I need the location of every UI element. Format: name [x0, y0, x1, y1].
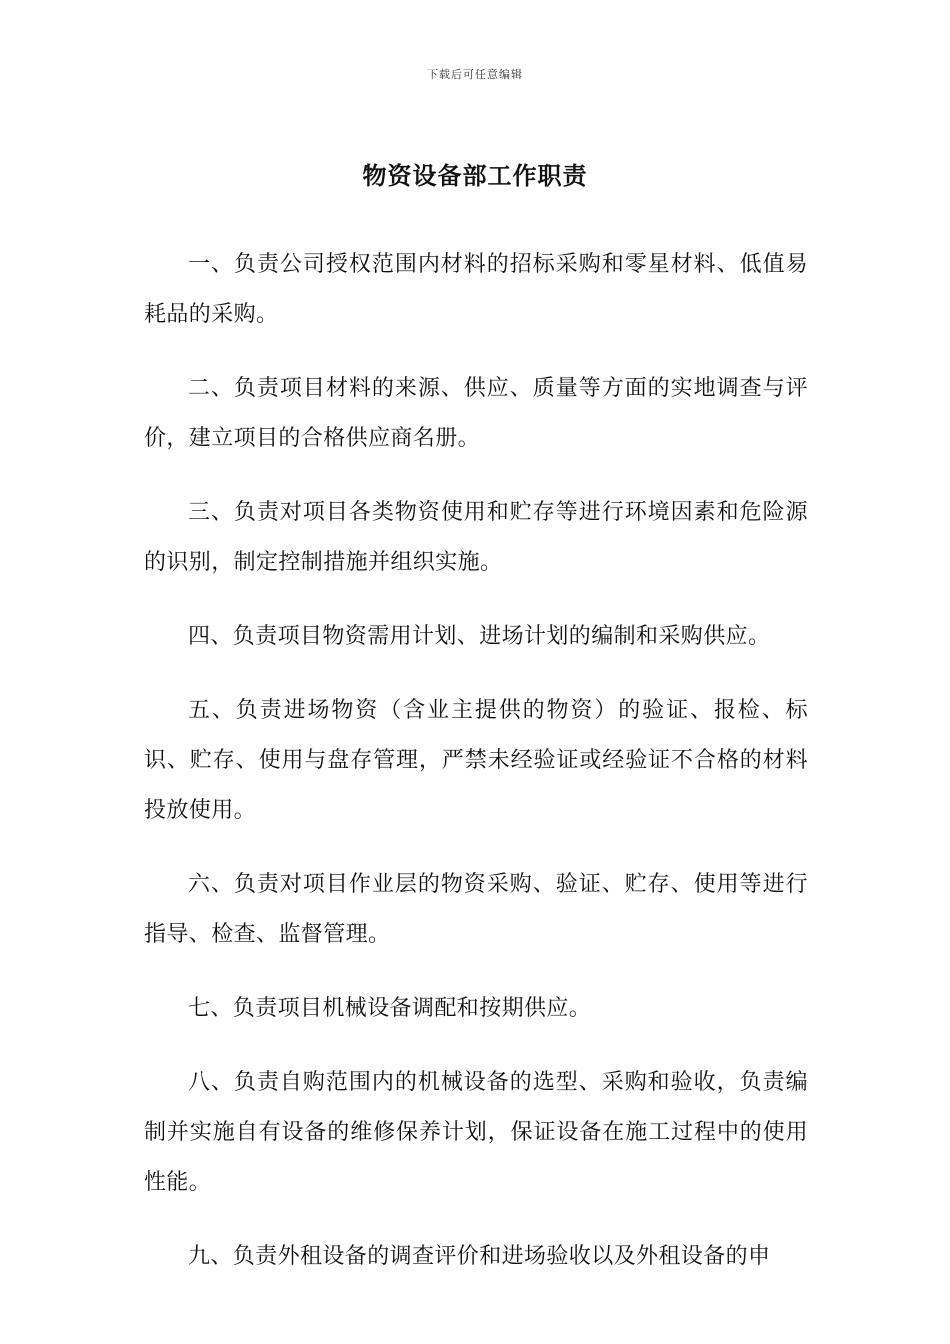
paragraph-6: 六、负责对项目作业层的物资采购、验证、贮存、使用等进行指导、检查、监督管理。 — [144, 872, 808, 947]
document-title: 物资设备部工作职责 — [362, 162, 588, 190]
document-body — [144, 240, 808, 1306]
header-note: 下载后可任意编辑 — [427, 68, 523, 81]
paragraph-5: 五、负责进场物资（含业主提供的物资）的验证、报检、标识、贮存、使用与盘存管理，严禁未经验证或经验证不合格的材料投放使用。 — [144, 698, 808, 823]
paragraph-7: 七、负责项目机械设备调配和按期供应。 — [188, 996, 592, 1021]
paragraph-4: 四、负责项目物资需用计划、进场计划的编制和采购供应。 — [188, 624, 771, 649]
paragraph-8: 八、负责自购范围内的机械设备的选型、采购和验收，负责编制并实施自有设备的维修保养计划，保证设备在施工过程中的使用性能。 — [144, 1070, 808, 1195]
paragraph-1: 一、负责公司授权范围内材料的招标采购和零星材料、低值易耗品的采购。 — [144, 252, 808, 327]
paragraph-2: 二、负责项目材料的来源、供应、质量等方面的实地调查与评价，建立项目的合格供应商名册。 — [144, 376, 808, 451]
paragraph-9: 九、负责外租设备的调查评价和进场验收以及外租设备的申 — [188, 1244, 771, 1269]
paragraph-3: 三、负责对项目各类物资使用和贮存等进行环境因素和危险源的识别，制定控制措施并组织实施。 — [144, 500, 808, 575]
